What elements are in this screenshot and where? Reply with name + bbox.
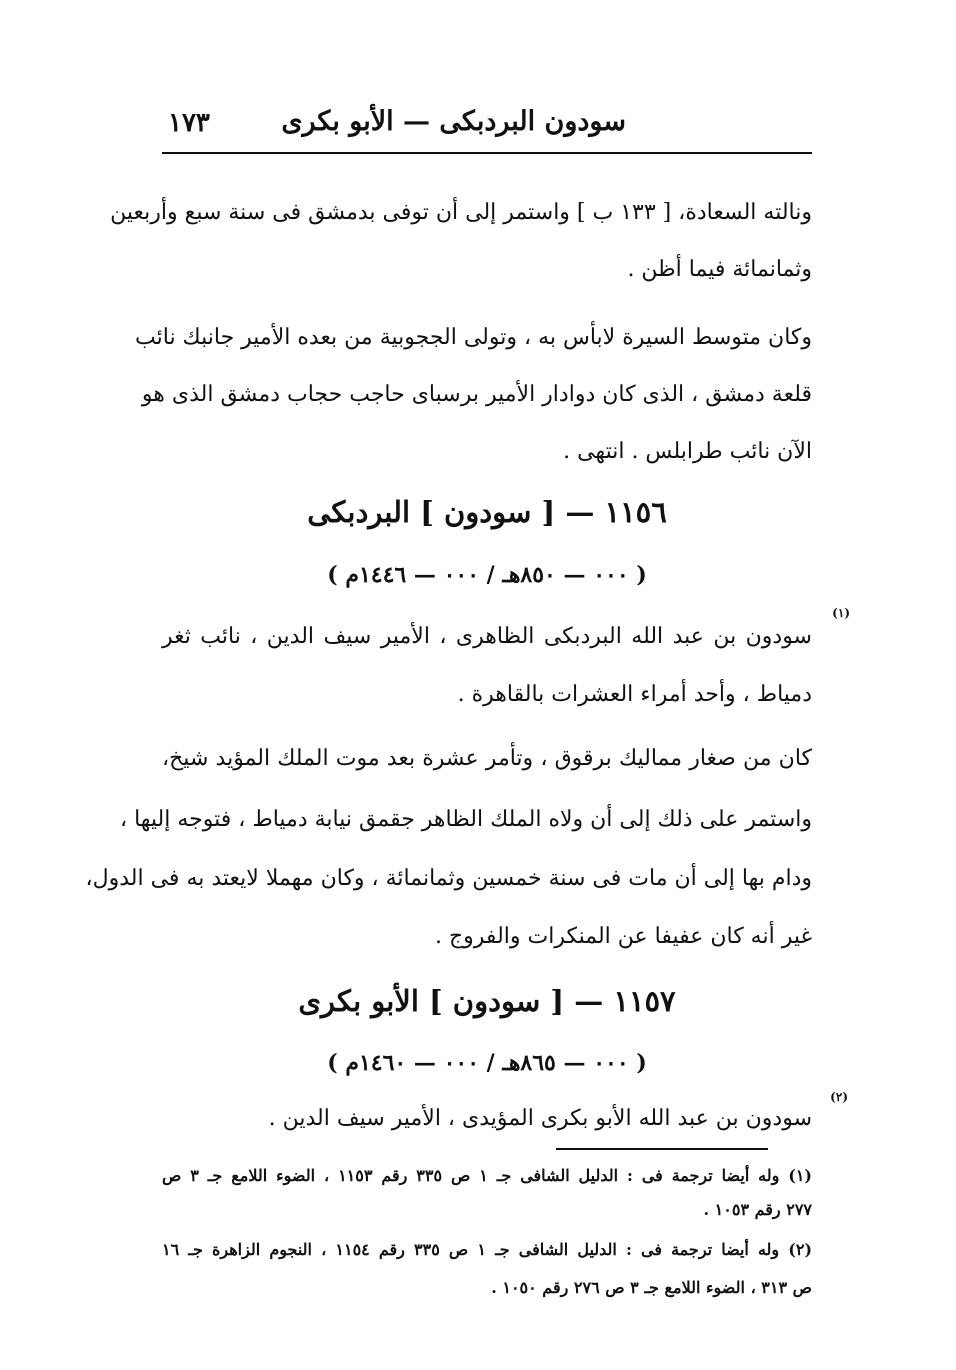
footnote-marker: (١): [832, 606, 850, 620]
text-line: غير أنه كان عفيفا عن المنكرات والفروج .: [434, 924, 812, 949]
text-line: وكان متوسط السيرة لابأس به ، وتولى الججوبية من بعده الأمير جانبك نائب: [135, 325, 812, 350]
entry-title: ١١٥٦ — [ سودون ] البردبكى: [307, 495, 667, 529]
text-line: دمياط ، وأحد أمراء العشرات بالقاهرة .: [457, 682, 812, 707]
text-line: كان من صغار مماليك برقوق ، وتأمر عشرة بعد موت الملك المؤيد شيخ،: [162, 746, 812, 771]
entry-title: ١١٥٧ — [ سودون ] الأبو بكرى: [298, 984, 676, 1018]
entry-dates: ( ٠٠٠ — ٨٦٥هـ / ٠٠٠ — ١٤٦٠م ): [327, 1050, 647, 1076]
footnote-line: (٢) وله أيضا ترجمة فى : الدليل الشافى جـ ١ ص ٣٣٥ رقم ١١٥٤ ، النجوم الزاهرة جـ ١٦: [162, 1240, 813, 1259]
text-line: واستمر على ذلك إلى أن ولاه الملك الظاهر جقمق نيابة دمياط ، فتوجه إليها ،: [119, 807, 812, 832]
text-line: ونالته السعادة، [ ١٣٣ ب ] واستمر إلى أن توفى بدمشق فى سنة سبع وأربعين: [110, 200, 812, 225]
footnote-line: (١) وله أيضا ترجمة فى : الدليل الشافى جـ ١ ص ٣٣٥ رقم ١١٥٣ ، الضوء اللامع جـ ٣ ص: [162, 1166, 812, 1185]
footnote-line: ص ٣١٣ ، الضوء اللامع جـ ٣ ص ٢٧٦ رقم ١٠٥٠ .: [491, 1278, 812, 1297]
footnote-rule: [556, 1148, 768, 1150]
footnote-marker: (٢): [830, 1090, 848, 1104]
running-head: سودون البردبكى — الأبو بكرى: [281, 106, 626, 137]
text-line: سودون بن عبد الله الأبو بكرى المؤيدى ، الأمير سيف الدين .: [268, 1106, 812, 1131]
text-line: وثمانمائة فيما أظن .: [627, 257, 812, 282]
footnote-line: ٢٧٧ رقم ١٠٥٣ .: [703, 1200, 812, 1219]
text-line: قلعة دمشق ، الذى كان دوادار الأمير برسباى حاجب حجاب دمشق الذى هو: [141, 382, 812, 407]
text-line: الآن نائب طرابلس . انتهى .: [563, 439, 812, 464]
text-line: ودام بها إلى أن مات فى سنة خمسين وثمانمائة ، وكان مهملا لايعتد به فى الدول،: [85, 866, 812, 891]
page-number: ١٧٣: [168, 108, 210, 138]
header-rule: [162, 152, 812, 154]
entry-dates: ( ٠٠٠ — ٨٥٠هـ / ٠٠٠ — ١٤٤٦م ): [327, 562, 647, 588]
page-header: [162, 96, 812, 158]
text-line: سودون بن عبد الله البردبكى الظاهرى ، الأمير سيف الدين ، نائب ثغر: [162, 624, 812, 649]
